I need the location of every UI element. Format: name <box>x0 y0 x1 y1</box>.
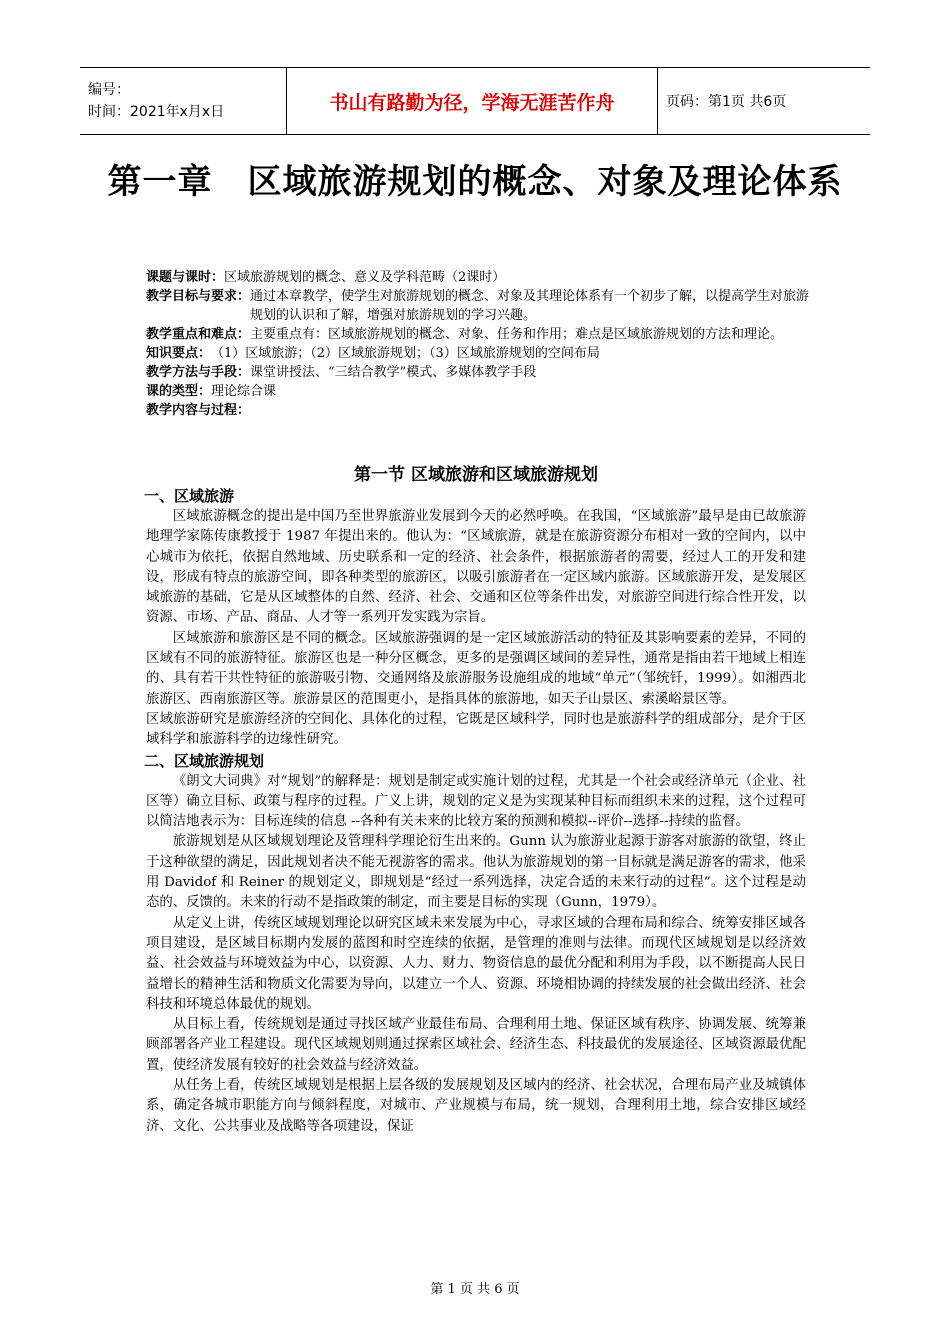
paragraph: 《朗文大词典》对“规划”的解释是：规划是制定或实施计划的过程，尤其是一个社会或经济单元（企业、社区等）确立目标、政策与程序的过程。广义上讲，规划的定义是为实现某种目标而组织未来的过程，这个过程可以简洁地表示为：目标连续的信息 --各种有关未来的比较方案的预测和模拟--评价--选择--持续的监督。 <box>146 773 806 830</box>
meta-type <box>146 382 816 401</box>
heading-regional-tourism-planning: 二、区域旅游规划 <box>144 751 265 770</box>
page-info: 页码：第1页 共6页 <box>658 68 871 135</box>
body-text <box>146 486 806 1137</box>
section-title: 第一节 区域旅游和区域旅游规划 <box>354 465 598 485</box>
points-value: （1）区域旅游；（2）区域旅游规划；（3）区域旅游规划的空间布局 <box>211 346 600 361</box>
goal-label: 教学目标与要求： <box>146 289 251 304</box>
motto: 书山有路勤为径，学海无涯苦作舟 <box>287 68 658 135</box>
page-footer: 第 1 页 共 6 页 <box>430 1282 520 1297</box>
goal-value: 通过本章教学，使学生对旅游规划的概念、对象及其理论体系有一个初步了解，以提高学生对旅游规划的认识和了解，增强对旅游规划的学习兴趣。 <box>250 289 810 323</box>
type-label: 课的类型： <box>146 384 212 399</box>
meta-content <box>146 401 816 420</box>
paragraph: 从任务上看，传统区域规划是根据上层各级的发展规划及区域内的经济、社会状况，合理布局产业及城镇体系，确定各城市职能方向与倾斜程度，对城市、产业规模与布局，统一规划，合理利用土地，综合安排区域经济、文化、公共事业及战略等各项建设，保证 <box>146 1078 806 1134</box>
header-left-cell <box>80 68 287 135</box>
key-value: 主要重点有：区域旅游规划的概念、对象、任务和作用；难点是区域旅游规划的方法和理论。 <box>250 327 784 342</box>
document-header <box>80 67 870 135</box>
paragraph: 区域旅游和旅游区是不同的概念。区域旅游强调的是一定区域旅游活动的特征及其影响要素的差异，不同的区域有不同的旅游特征。旅游区也是一种分区概念，更多的是强调区域间的差异性，通常是指由若干地域上相连的、具有若干共性特征的旅游吸引物、交通网络及旅游服务设施组成的地域“单元”（邹统钎，1999）。如湘西北旅游区、西南旅游区等。旅游景区的范围更小，是指具体的旅游地，如天子山景区、索溪峪景区等。 <box>146 630 806 707</box>
meta-key <box>146 325 816 344</box>
paragraph: 旅游规划是从区域规划理论及管理科学理论衍生出来的。Gunn 认为旅游业起源于游客对旅游的欲望，终止于这种欲望的满足，因此规划者决不能无视游客的需求。他认为旅游规划的第一目标就是满足游客的需求，他采用 Davidof 和 Reiner 的规划定义，即规划是“经过一系列选择，决定合适的未来行动的过程”。这个过程是动态的、反馈的。未来的行动不是指政策的制定，而主要是目标的实现（Gunn，1979）。 <box>146 834 806 911</box>
meta-goal <box>146 287 816 325</box>
points-label: 知识要点： <box>146 346 212 361</box>
time-label: 时间：2021年x月x日 <box>88 104 225 120</box>
heading-regional-tourism: 一、区域旅游 <box>144 487 235 505</box>
key-label: 教学重点和难点： <box>146 327 251 342</box>
paragraph: 从定义上讲，传统区域规划理论以研究区域未来发展为中心，寻求区域的合理布局和综合、统筹安排区域各项目建设，是区域目标期内发展的蓝图和时空连续的依据，是管理的准则与法律。而现代区域规划是以经济效益、社会效益与环境效益为中心，以资源、人力、财力、物资信息的最优分配和利用为手段，以不断提高人民日益增长的精神生活和物质文化需要为导向，以建立一个人、资源、环境相协调的持续发展的社会做出经济、社会科技和环境总体最优的规划。 <box>146 915 806 1012</box>
paragraph: 从目标上看，传统规划是通过寻找区域产业最佳布局、合理利用土地、保证区域有秩序、协调发展、统筹兼顾部署各产业工程建设。现代区域规划则通过探索区域社会、经济生态、科技最优的发展途径、区域资源最优配置，使经济发展有较好的社会效益与经济效益。 <box>146 1017 806 1073</box>
method-value: 课堂讲授法、“三结合教学”模式、多媒体教学手段 <box>250 365 537 380</box>
paragraph: 区域旅游概念的提出是中国乃至世界旅游业发展到今天的必然呼唤。在我国，“区域旅游”最早是由已故旅游地理学家陈传康教授于 1987 年提出来的。他认为：“区域旅游，就是在旅游资源分布相对一致的空间内，以中心城市为依托，依据自然地域、历史联系和一定的经济、社会条件，根据旅游者的需要，经过人工的开发和建设，形成有特点的旅游空间，即各种类型的旅游区，以吸引旅游者在一定区域内旅游。区域旅游开发，是发展区域旅游的基础，它是从区域整体的自然、经济、社会、交通和区位等条件出发，对旅游空间进行综合性开发，以资源、市场、产品、商品、人才等一系列开发实践为宗旨。 <box>146 509 806 626</box>
meta-topic <box>146 268 816 287</box>
meta-method <box>146 363 816 382</box>
chapter-title: 第一章 区域旅游规划的概念、对象及理论体系 <box>107 162 843 202</box>
lesson-meta <box>146 268 816 420</box>
topic-value: 区域旅游规划的概念、意义及学科范畴（2课时） <box>224 270 506 285</box>
topic-label: 课题与课时： <box>146 270 225 285</box>
method-label: 教学方法与手段： <box>146 365 251 380</box>
number-label: 编号： <box>88 82 130 98</box>
type-value: 理论综合课 <box>211 384 277 399</box>
meta-points <box>146 344 816 363</box>
content-label: 教学内容与过程： <box>146 403 251 418</box>
paragraph: 区域旅游研究是旅游经济的空间化、具体化的过程，它既是区域科学，同时也是旅游科学的组成部分，是介于区域科学和旅游科学的边缘性研究。 <box>146 711 806 748</box>
